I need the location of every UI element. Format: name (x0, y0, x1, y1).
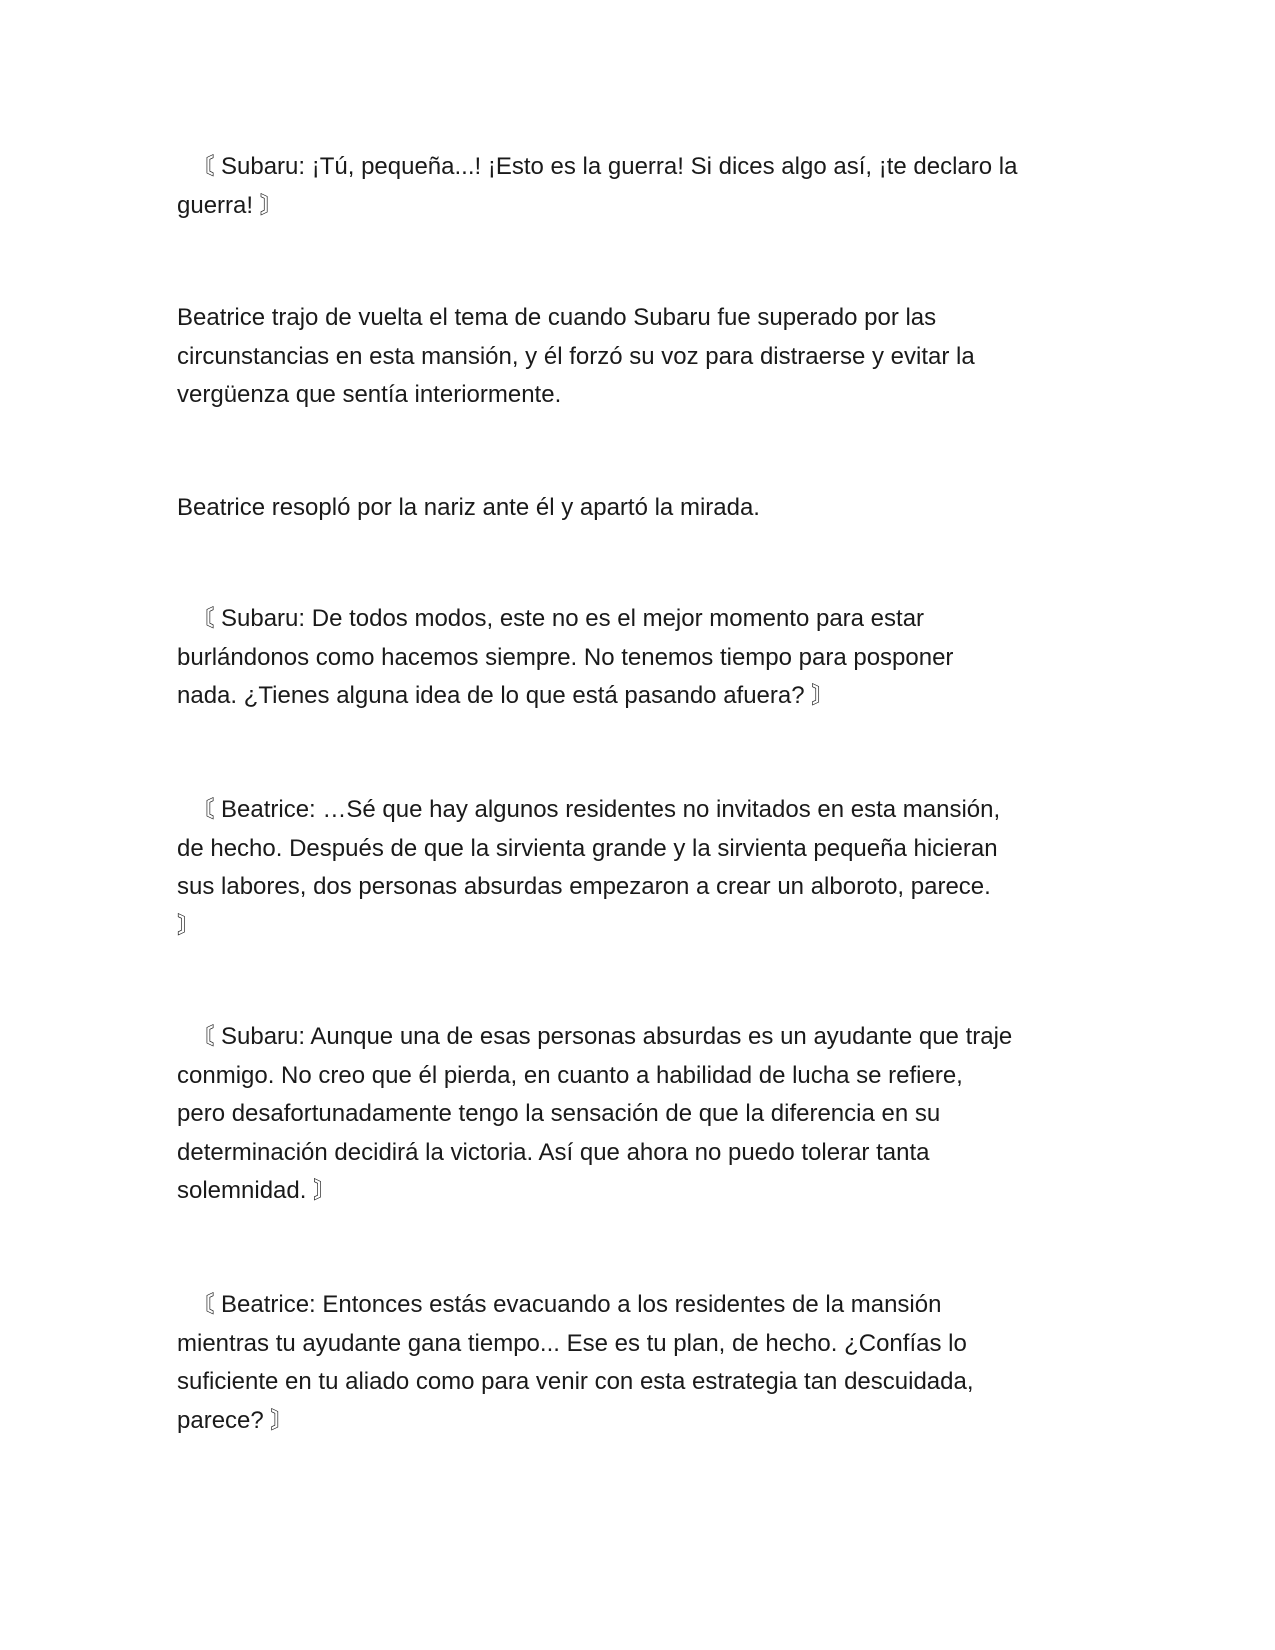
narration-paragraph-beatrice-snort: Beatrice resopló por la nariz ante él y apartó la mirada. (177, 494, 760, 521)
dialogue-paragraph-subaru-no-time: 〘 Subaru: De todos modos, este no es el mejor momento para estar burlándonos como hacemos siempre. No tenemos tiempo para posponer nada. ¿Tienes alguna idea de lo que está pasando afuera? 〙 (177, 605, 954, 709)
narration-paragraph-beatrice-topic: Beatrice trajo de vuelta el tema de cuando Subaru fue superado por las circunstancias en esta mansión, y él forzó su voz para distraerse y evitar la vergüenza que sentía interiormente. (177, 304, 975, 408)
dialogue-paragraph-beatrice-plan: 〘 Beatrice: Entonces estás evacuando a los residentes de la mansión mientras tu ayudante gana tiempo... Ese es tu plan, de hecho. ¿Confías lo suficiente en tu aliado como para venir con esta estrategia tan descuidada, parece? 〙 (177, 1291, 974, 1434)
dialogue-paragraph-subaru-helper: 〘 Subaru: Aunque una de esas personas absurdas es un ayudante que traje conmigo. No creo que él pierda, en cuanto a habilidad de lucha se refiere, pero desafortunadamente tengo la sensación de que la diferencia en su determinación decidirá la victoria. Así que ahora no puedo tolerar tanta solemnidad. 〙 (177, 1023, 1013, 1204)
dialogue-paragraph-subaru-war: 〘 Subaru: ¡Tú, pequeña...! ¡Esto es la guerra! Si dices algo así, ¡te declaro la guerra! 〙 (177, 153, 1018, 219)
dialogue-paragraph-beatrice-residents: 〘 Beatrice: …Sé que hay algunos residentes no invitados en esta mansión, de hecho. Después de que la sirvienta grande y la sirvienta pequeña hicieran sus labores, dos personas absurdas empezaron a crear un alboroto, parece. 〙 (177, 796, 1001, 939)
